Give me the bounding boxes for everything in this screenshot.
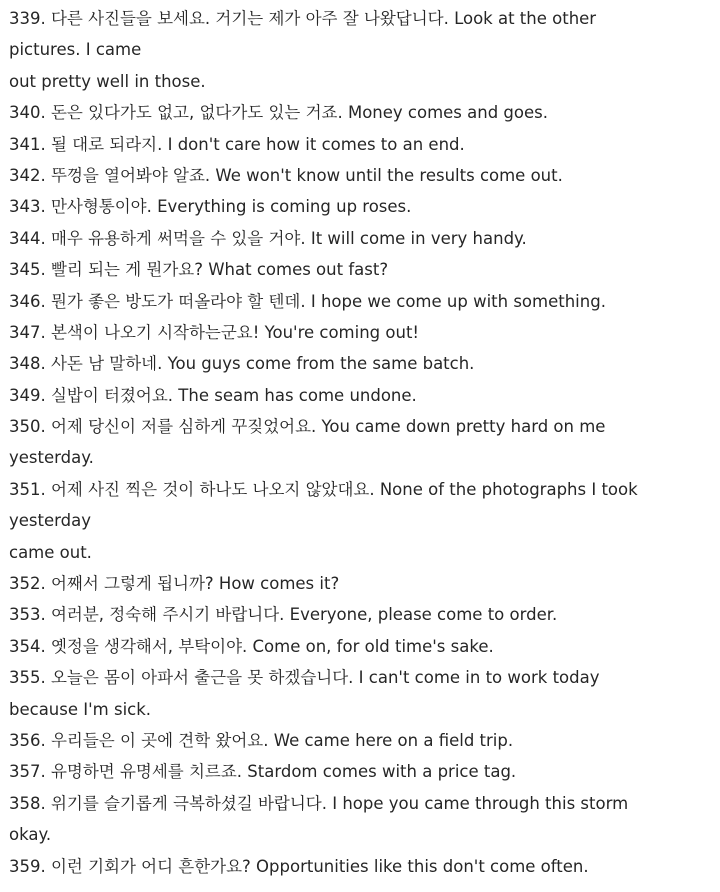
text-line: out pretty well in those. xyxy=(9,71,206,91)
text-line: 340. 돈은 있다가도 없고, 없다가도 있는 거죠. Money comes and goes. xyxy=(9,103,548,123)
text-line: 350. 어제 당신이 저를 심하게 꾸짖었어요. You came down pretty hard on me xyxy=(9,417,606,437)
text-line: yesterday xyxy=(9,511,91,531)
text-line: 351. 어제 사진 찍은 것이 하나도 나오지 않았대요. None of the photographs I took xyxy=(9,479,638,499)
phrase-list xyxy=(9,3,715,882)
text-line: 349. 실밥이 터졌어요. The seam has come undone. xyxy=(9,385,417,405)
text-line: 341. 될 대로 되라지. I don't care how it comes to an end. xyxy=(9,134,465,154)
text-line: 354. 옛정을 생각해서, 부탁이야. Come on, for old time's sake. xyxy=(9,636,494,656)
text-line: 339. 다른 사진들을 보세요. 거기는 제가 아주 잘 나왔답니다. Look at the other xyxy=(9,9,597,28)
text-line: 355. 오늘은 몸이 아파서 출근을 못 하겠습니다. I can't come in to work today xyxy=(9,668,600,688)
text-line: 356. 우리들은 이 곳에 견학 왔어요. We came here on a field trip. xyxy=(9,730,514,750)
text-line: 348. 사돈 남 말하네. You guys come from the same batch. xyxy=(9,354,475,374)
text-line: 343. 만사형통이야. Everything is coming up roses. xyxy=(9,197,412,217)
text-line: 357. 유명하면 유명세를 치르죠. Stardom comes with a price tag. xyxy=(9,762,517,782)
text-line: 344. 매우 유용하게 써먹을 수 있을 거야. It will come in very handy. xyxy=(9,228,527,248)
text-line: yesterday. xyxy=(9,448,94,468)
text-line: 352. 어째서 그렇게 됩니까? How comes it? xyxy=(9,574,340,594)
text-line: 346. 뭔가 좋은 방도가 떠올라야 할 텐데. I hope we come up with something. xyxy=(9,291,606,311)
text-line: came out. xyxy=(9,542,92,562)
text-line: because I'm sick. xyxy=(9,699,152,719)
text-line: 347. 본색이 나오기 시작하는군요! You're coming out! xyxy=(9,322,420,342)
text-line: okay. xyxy=(9,825,52,845)
text-line: 353. 여러분, 정숙해 주시기 바랍니다. Everyone, please come to order. xyxy=(9,605,558,625)
text-line: 342. 뚜껑을 열어봐야 알죠. We won't know until the results come out. xyxy=(9,165,563,185)
text-line: 359. 이런 기회가 어디 흔한가요? Opportunities like this don't come often. xyxy=(9,856,589,876)
text-line: 358. 위기를 슬기롭게 극복하셨길 바랍니다. I hope you came through this storm xyxy=(9,793,629,813)
text-line: pictures. I came xyxy=(9,40,142,60)
text-line: 345. 빨리 되는 게 뭔가요? What comes out fast? xyxy=(9,260,389,280)
